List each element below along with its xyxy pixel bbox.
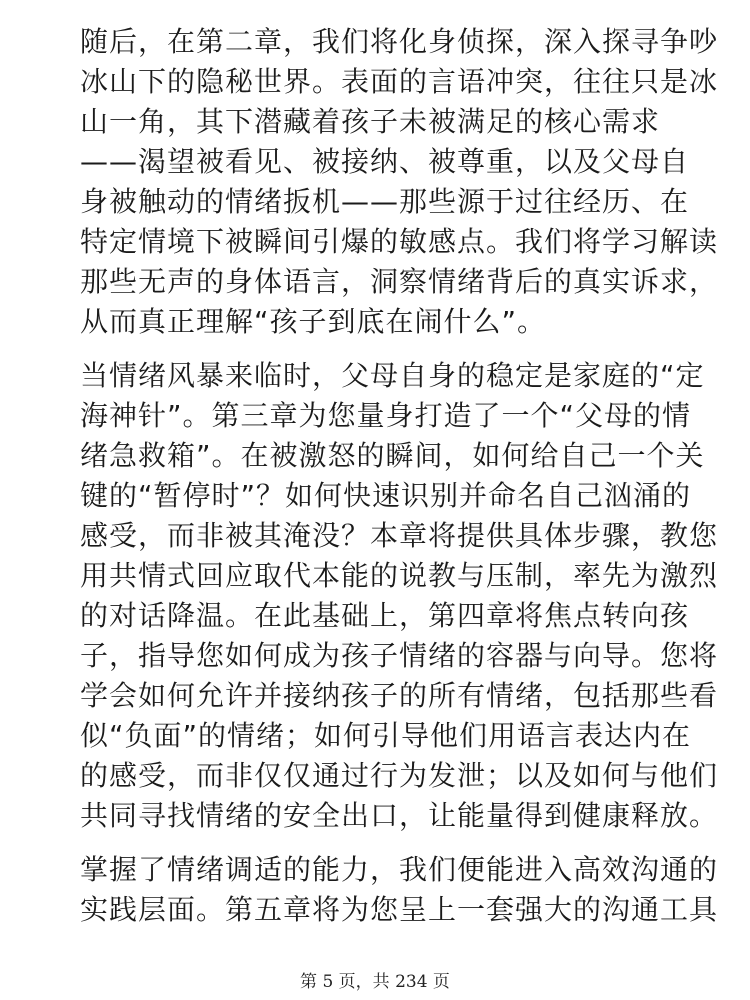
text-line: 山一角，其下潜藏着孩子未被满足的核心需求 [80,105,661,138]
text-line: 绪急救箱”。在被激怒的瞬间，如何给自己一个关 [80,439,705,472]
paragraph-1 [80,22,719,342]
text-line: 冰山下的隐秘世界。表面的言语冲突，往往只是冰 [80,65,719,98]
text-line: 的感受，而非仅仅通过行为发泄；以及如何与他们 [80,759,719,792]
text-line: 从而真正理解“孩子到底在闹什么”。 [80,305,547,338]
paragraph-3 [80,850,719,930]
text-line: 掌握了情绪调适的能力，我们便能进入高效沟通的 [80,853,719,886]
text-line: 用共情式回应取代本能的说教与压制，率先为激烈 [80,559,719,592]
body-text [80,22,719,944]
text-line: 学会如何允许并接纳孩子的所有情绪，包括那些看 [80,679,719,712]
text-line: 身被触动的情绪扳机——那些源于过往经历、在 [80,185,690,218]
text-line: 子，指导您如何成为孩子情绪的容器与向导。您将 [80,639,719,672]
text-line: 实践层面。第五章将为您呈上一套强大的沟通工具 [80,893,719,926]
text-line: 随后，在第二章，我们将化身侦探，深入探寻争吵 [80,25,719,58]
text-line: 特定情境下被瞬间引爆的敏感点。我们将学习解读 [80,225,719,258]
text-line: 海神针”。第三章为您量身打造了一个“父母的情 [80,399,692,432]
text-line: 似“负面”的情绪；如何引导他们用语言表达内在 [80,719,692,752]
text-line: 当情绪风暴来临时，父母自身的稳定是家庭的“定 [80,359,705,392]
text-line: ——渴望被看见、被接纳、被尊重，以及父母自 [80,145,690,178]
text-line: 感受，而非被其淹没？本章将提供具体步骤，教您 [80,519,719,552]
page-number-footer: 第 5 页，共 234 页 [300,972,450,992]
text-line: 共同寻找情绪的安全出口，让能量得到健康释放。 [80,799,719,832]
paragraph-2 [80,356,719,836]
text-line: 的对话降温。在此基础上，第四章将焦点转向孩 [80,599,690,632]
text-line: 键的“暂停时”？如何快速识别并命名自己汹涌的 [80,479,692,512]
text-line: 那些无声的身体语言，洞察情绪背后的真实诉求， [80,265,719,298]
